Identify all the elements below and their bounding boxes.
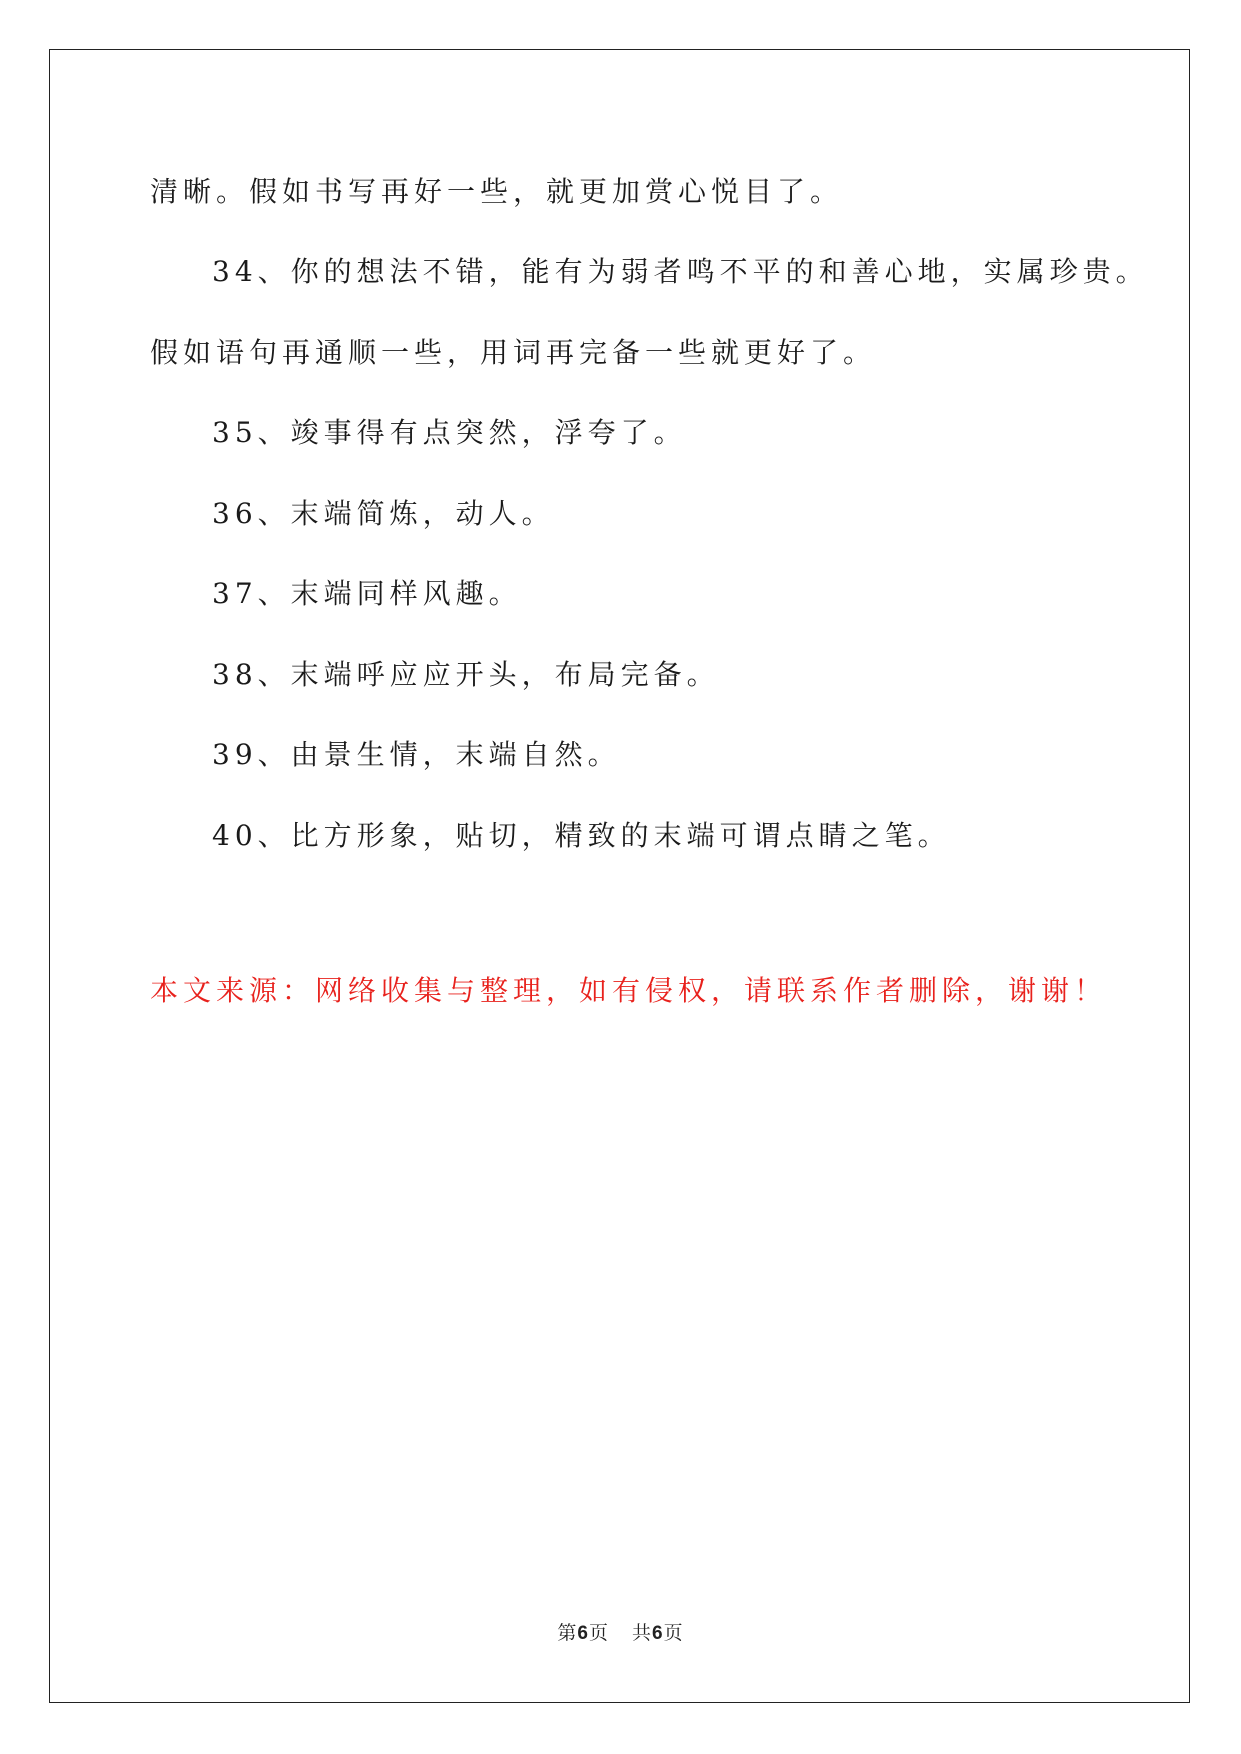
comment-37: 37、末端同样风趣。 <box>212 577 522 610</box>
source-note: 本文来源：网络收集与整理，如有侵权，请联系作者删除，谢谢！ <box>150 974 1108 1007</box>
footer-page-suffix: 页 <box>588 1623 609 1644</box>
comment-40: 40、比方形象，贴切，精致的末端可谓点睛之笔。 <box>212 819 951 852</box>
footer-total-pages: 6 <box>652 1623 664 1644</box>
footer-page-prefix: 第 <box>557 1623 578 1644</box>
comment-34-line-2: 假如语句再通顺一些，用词再完备一些就更好了。 <box>150 336 877 369</box>
footer-current-page: 6 <box>577 1623 589 1644</box>
comment-34-line-1: 34、你的想法不错，能有为弱者鸣不平的和善心地，实属珍贵。 <box>212 255 1149 288</box>
comment-36: 36、末端简炼，动人。 <box>212 497 555 530</box>
page-border <box>49 49 1190 1703</box>
comment-39: 39、由景生情，末端自然。 <box>212 738 621 771</box>
page-footer <box>0 1618 1241 1645</box>
comment-38: 38、末端呼应应开头，布局完备。 <box>212 658 720 691</box>
comment-35: 35、竣事得有点突然，浮夸了。 <box>212 416 687 449</box>
footer-total-suffix: 页 <box>663 1623 684 1644</box>
footer-total-prefix: 共 <box>632 1623 653 1644</box>
paragraph-continuation: 清晰。假如书写再好一些，就更加赏心悦目了。 <box>150 175 844 208</box>
